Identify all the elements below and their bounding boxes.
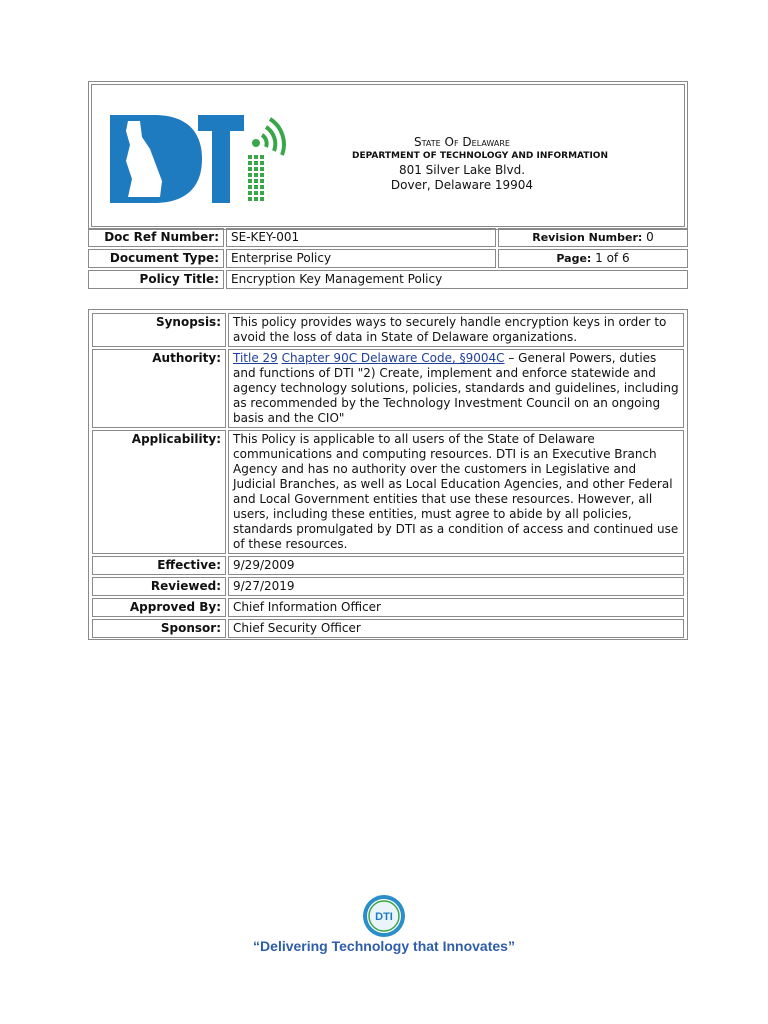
revision-label: Revision Number: [532, 231, 643, 244]
chapter-90c-link[interactable]: Chapter 90C Delaware Code, §9004C [281, 351, 505, 365]
page-value: 1 of 6 [595, 251, 630, 265]
address-line-1: 801 Silver Lake Blvd. [398, 163, 526, 177]
dti-logo [106, 109, 286, 209]
approved-by-value: Chief Information Officer [228, 598, 684, 617]
authority-text: – General Powers, duties and functions of DTI "2) Create, implement and enforce statewide and agency technology solutions, policies, standards and guidelines, including as recommended by the Technology Investment Council on an ongoing basis and the CIO" [233, 351, 679, 425]
table-row [88, 249, 688, 268]
table-row [92, 598, 684, 617]
effective-label: Effective: [92, 556, 226, 575]
revision-value: 0 [646, 230, 654, 244]
synopsis-label: Synopsis: [92, 313, 226, 347]
address-line-2: Dover, Delaware 19904 [390, 178, 534, 192]
department-name: DEPARTMENT OF TECHNOLOGY AND INFORMATION [352, 151, 608, 161]
table-row [88, 228, 688, 247]
doc-type-label: Document Type: [88, 249, 224, 268]
meta-table-wrap [86, 226, 690, 291]
authority-label: Authority: [92, 349, 226, 428]
table-row [92, 430, 684, 554]
table-row [92, 619, 684, 638]
table-row [92, 577, 684, 596]
details-table [90, 311, 686, 640]
dti-seal-logo [361, 893, 407, 939]
seal-text: DTI [375, 911, 393, 923]
letterhead-inner [91, 84, 685, 227]
state-name: State Of Delaware [414, 135, 510, 149]
doc-type-value: Enterprise Policy [226, 249, 496, 268]
approved-by-label: Approved By: [92, 598, 226, 617]
sponsor-label: Sponsor: [92, 619, 226, 638]
letterhead-box [88, 81, 688, 230]
table-row [88, 270, 688, 289]
doc-ref-value: SE-KEY-001 [226, 228, 496, 247]
details-box [88, 309, 688, 640]
table-row [92, 313, 684, 347]
effective-value: 9/29/2009 [228, 556, 684, 575]
meta-table [86, 226, 690, 291]
letterhead-text [352, 135, 608, 192]
revision-cell [498, 228, 688, 247]
synopsis-value: This policy provides ways to securely handle encryption keys in order to avoid the loss of data in State of Delaware organizations. [228, 313, 684, 347]
authority-value [228, 349, 684, 428]
reviewed-label: Reviewed: [92, 577, 226, 596]
table-row [92, 556, 684, 575]
applicability-label: Applicability: [92, 430, 226, 554]
table-row [92, 349, 684, 428]
page-label: Page: [556, 252, 592, 265]
reviewed-value: 9/27/2019 [228, 577, 684, 596]
doc-ref-label: Doc Ref Number: [88, 228, 224, 247]
title-29-link[interactable]: Title 29 [233, 351, 278, 365]
policy-title-value: Encryption Key Management Policy [226, 270, 688, 289]
applicability-value: This Policy is applicable to all users of the State of Delaware communications and computing resources. DTI is an Executive Branch Agency and has no authority over the customers in Legislative and Judicial Branches, as well as Local Education Agencies, and other Federal and Local Government entities that use these resources. However, all users, including these entities, must agree to abide by all policies, standards promulgated by DTI as a condition of access and continued use of these resources. [228, 430, 684, 554]
footer-tagline: “Delivering Technology that Innovates” [253, 938, 515, 954]
policy-title-label: Policy Title: [88, 270, 224, 289]
sponsor-value: Chief Security Officer [228, 619, 684, 638]
page-cell [498, 249, 688, 268]
